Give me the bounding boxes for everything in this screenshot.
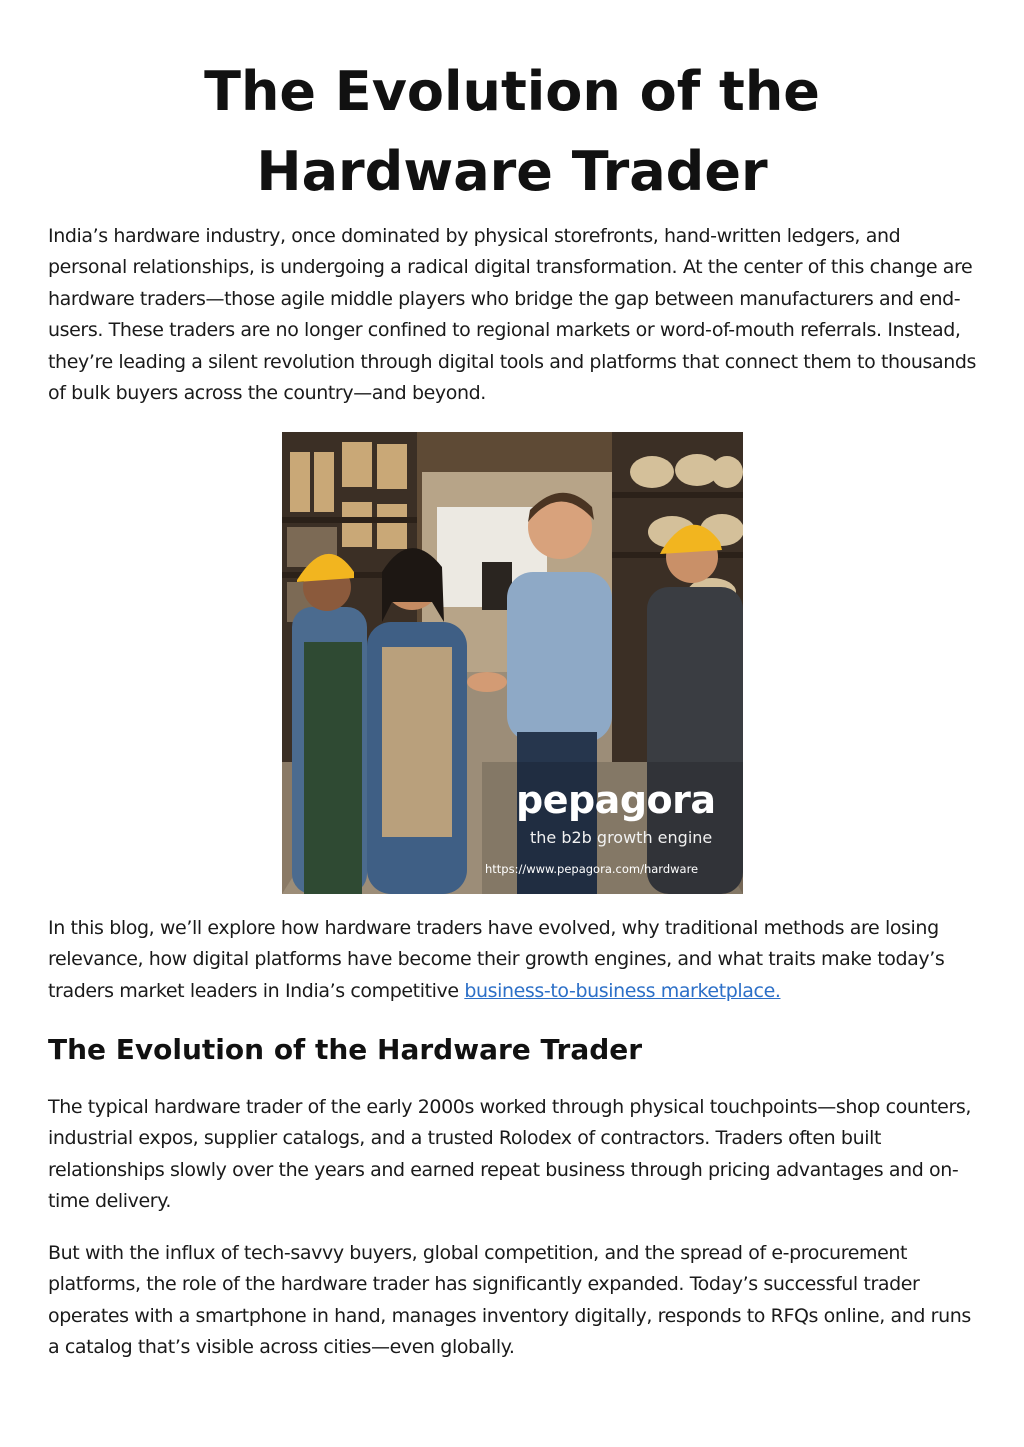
brand-tagline: the b2b growth engine (530, 828, 713, 847)
intro-paragraph: India’s hardware industry, once dominated by physical storefronts, hand-written ledgers, and personal relationships, is undergoing a radical digital transformation. At the center of this change are hardware traders—those agile middle players who bridge the gap between manufacturers and end-users. These traders are no longer confined to regional markets or word-of-mouth referrals. Instead, they’re leading a silent revolution through digital tools and platforms that connect them to thousands of bulk buyers across the country—and beyond. (48, 225, 977, 405)
warehouse-illustration (282, 432, 743, 894)
page-title: The Evolution of the Hardware Trader (204, 60, 820, 203)
brand-url-caption: https://www.pepagora.com/hardware (485, 862, 699, 876)
section-paragraph-1: The typical hardware trader of the early 2000s worked through physical touchpoints—shop counters, industrial expos, supplier catalogs, and a trusted Rolodex of contractors. Traders often built relationships slowly over the years and earned repeat business through pricing advantages and on-time delivery. (48, 1096, 972, 1213)
section-heading: The Evolution of the Hardware Trader (48, 1033, 643, 1066)
warehouse-handshake-image (282, 432, 743, 894)
section-paragraph-2: But with the influx of tech-savvy buyers, global competition, and the spread of e-procurement platforms, the role of the hardware trader has significantly expanded. Today’s successful trader operates with a smartphone in hand, manages inventory digitally, responds to RFQs online, and runs a catalog that’s visible across cities—even globally. (48, 1242, 971, 1359)
blog-intro-paragraph (48, 913, 983, 1007)
b2b-marketplace-link[interactable]: business-to-business marketplace. (464, 979, 781, 1002)
brand-logo-text: pepagora (516, 778, 716, 822)
blog-intro-text: In this blog, we’ll explore how hardware traders have evolved, why traditional methods are losing relevance, how digital platforms have become their growth engines, and what traits make today’s traders market leaders in India’s competitive (48, 917, 945, 1002)
